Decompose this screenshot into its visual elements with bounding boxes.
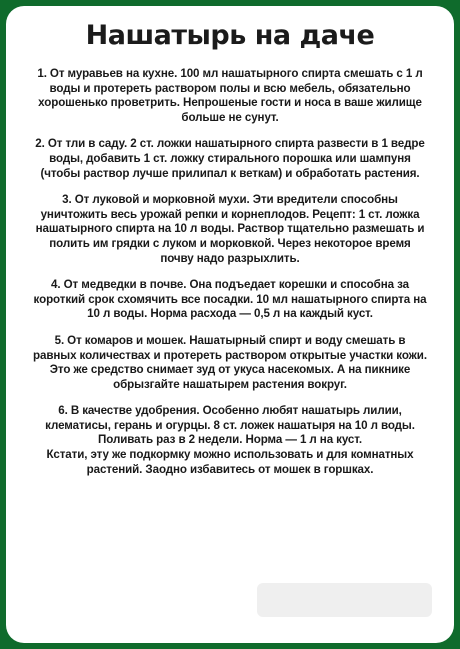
paragraph-aphids: 2. От тли в саду. 2 ст. ложки нашатырного спирта развести в 1 ведре воды, добавить 1 ст. ложку стирального порошка или шампуня (чтобы раствор лучше прилипал к веткам) и обработать растения. [35, 137, 425, 180]
paragraph-ants: 1. От муравьев на кухне. 100 мл нашатырного спирта смешать с 1 л воды и протереть раствором полы и всю мебель, обязательно хорошенько проветрить. Непрошеные гости и носа в ваше жилище больше не сунут. [37, 67, 423, 124]
paragraph-mole-cricket: 4. От медведки в почве. Она подъедает корешки и способна за короткий срок схомячить все посадки. 10 мл нашатырного спирта на 10 л воды. Норма расхода — 0,5 л на каждый куст. [33, 278, 427, 321]
paragraph-houseplants: Кстати, эту же подкормку можно использовать и для комнатных растений. Заодно избавитесь от мошек в горшках. [46, 448, 414, 476]
paragraph-fertilizer: 6. В качестве удобрения. Особенно любят нашатырь лилии, клематисы, герань и огурцы. 8 ст. ложек нашатыря на 10 л воды. Поливать раз в 2 недели. Норма — 1 л на куст. [45, 404, 415, 447]
paragraph-mosquitoes: 5. От комаров и мошек. Нашатырный спирт и воду смешать в равных количествах и протереть раствором открытые участки кожи. Это же средство снимает зуд от укуса насекомых. А на пикнике обрызгайте нашатырем растения вокруг. [33, 333, 427, 391]
page-title: Нашатырь на даче [85, 20, 375, 51]
watermark-overlay [257, 583, 432, 617]
article-body [6, 51, 454, 477]
paragraph-onion-fly: 3. От луковой и морковной мухи. Эти вредители способны уничтожить весь урожай репки и корнеплодов. Рецепт: 1 ст. ложка нашатырного спирта на 10 л воды. Раствор тщательно размешать и полить им грядки с луком и морковкой. Через некоторое время почву надо разрыхлить. [35, 193, 425, 265]
article-card [6, 6, 454, 643]
